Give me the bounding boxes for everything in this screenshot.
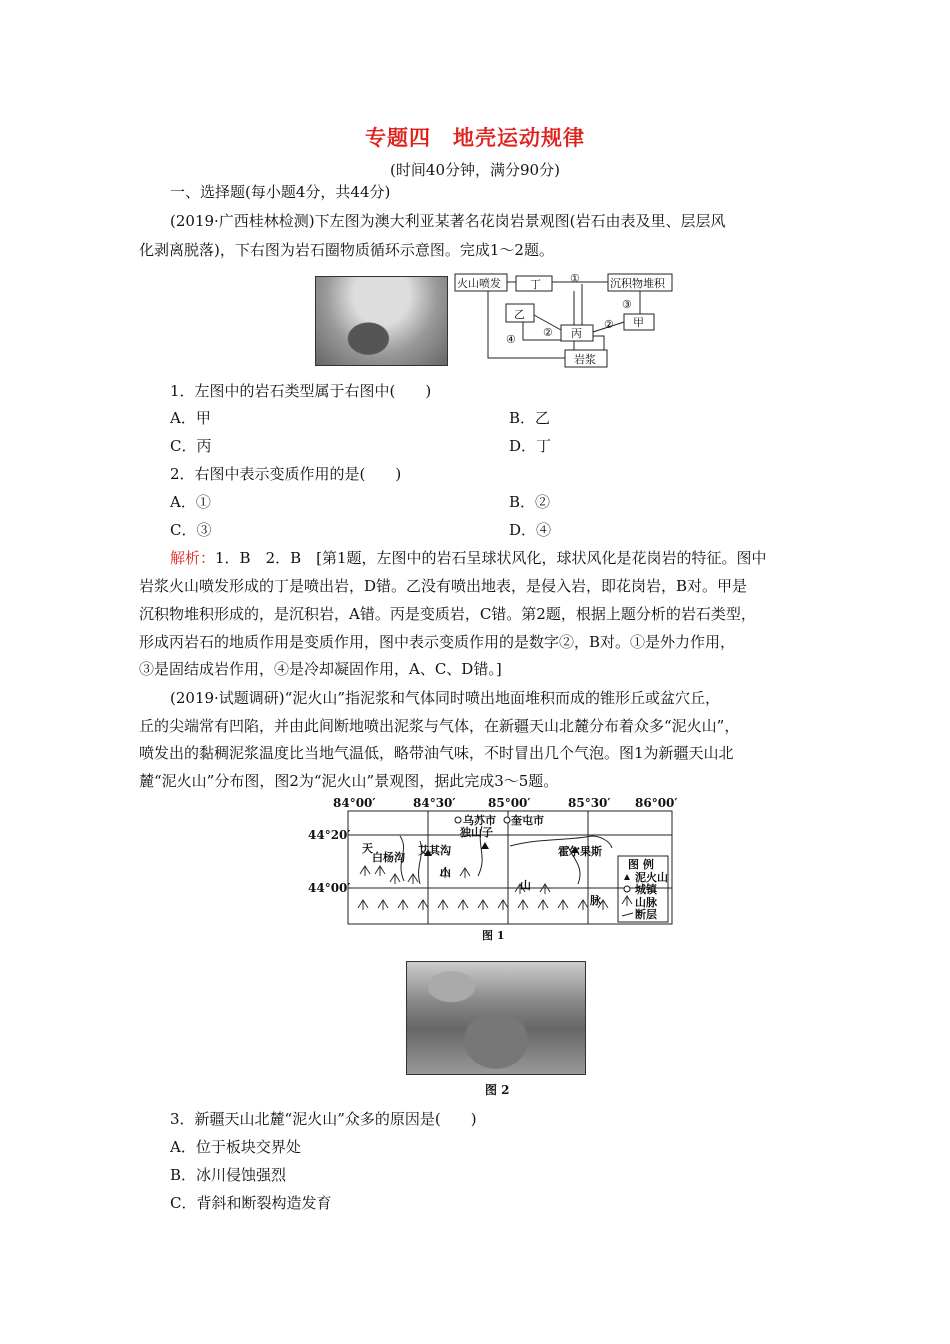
q1-option-a[interactable]: A．甲 [170,409,211,427]
q2-option-c[interactable]: C．③ [170,521,212,539]
num-2b: ② [604,318,614,331]
q3-option-a[interactable]: A．位于板块交界处 [170,1138,301,1156]
mud-volcano-map [300,796,690,946]
q1-option-c[interactable]: C．丙 [170,437,212,455]
lon-86-00: 86°00′ [635,796,678,810]
q2-option-d[interactable]: D．④ [509,521,552,539]
q3-option-b[interactable]: B．冰川侵蚀强烈 [170,1166,287,1184]
legend-mud-symbol [624,874,630,880]
label-volcano: 火山喷发 [457,277,501,290]
lon-84-00: 84°00′ [333,796,376,810]
legend-title: 图 例 [628,858,654,871]
label-huoerguosi: 霍尔果斯 [558,845,602,858]
town-marker [455,817,461,823]
label-jia: 甲 [633,316,644,329]
label-dushanzi: 独山子 [460,826,493,839]
analysis-line2: 岩浆火山喷发形成的丁是喷出岩，D错。乙没有喷出地表，是侵入岩，即花岗岩，B对。甲是 [139,577,748,595]
analysis-text1: 1．B 2．B [第1题，左图中的岩石呈球状风化，球状风化是花岗岩的特征。图中 [215,549,767,567]
intro2-line1: (2019·试题调研)“泥火山”指泥浆和气体同时喷出地面堆积而成的锥形丘或盆穴丘， [170,689,720,707]
q2-option-b[interactable]: B．② [509,493,551,511]
town-marker [504,817,510,823]
label-magma: 岩浆 [574,353,596,366]
mud-volcano-marker [481,842,489,849]
num-1: ① [570,272,580,285]
label-shan2: 山 [520,879,531,892]
lon-85-00: 85°00′ [488,796,531,810]
q1-option-b[interactable]: B．乙 [509,409,551,427]
legend-town: 城镇 [635,883,657,896]
page-title: 专题四 地壳运动规律 [365,125,585,150]
label-mai: 脉 [590,894,601,907]
num-3: ③ [622,298,632,311]
analysis-line1 [170,548,767,568]
rock-cycle-diagram [450,270,680,370]
mud-volcano-photo [406,961,586,1075]
section-heading: 一、选择题(每小题4分，共44分) [170,183,391,201]
q2-stem: 2．右图中表示变质作用的是( ) [170,465,402,483]
lat-44-00: 44°00′ [308,881,351,895]
legend-fault: 断层 [635,908,657,921]
q1-stem: 1．左图中的岩石类型属于右图中( ) [170,382,432,400]
lon-85-30: 85°30′ [568,796,611,810]
q3-option-c[interactable]: C．背斜和断裂构造发育 [170,1194,332,1212]
label-aiqigou: 艾其沟 [418,844,451,857]
map-caption: 图 1 [482,929,505,942]
label-bing: 丙 [571,327,582,340]
label-wusu: 乌苏市 [463,814,496,827]
legend-mountain: 山脉 [635,896,657,909]
label-yi: 乙 [514,308,525,321]
intro1-line2: 化剥离脱落)，下右图为岩石圈物质循环示意图。完成1～2题。 [139,241,554,259]
label-shan1: 山 [440,866,451,879]
legend-town-symbol [624,886,630,892]
label-ding: 丁 [530,278,541,291]
num-4: ④ [506,333,516,346]
q3-stem: 3．新疆天山北麓“泥火山”众多的原因是( ) [170,1110,477,1128]
lon-84-30: 84°30′ [413,796,456,810]
q1-option-d[interactable]: D．丁 [509,437,552,455]
subtitle: (时间40分钟，满分90分) [390,161,560,179]
intro2-line3: 喷发出的黏稠泥浆温度比当地气温低，略带油气味，不时冒出几个气泡。图1为新疆天山北 [139,744,734,762]
analysis-line5: ③是固结成岩作用，④是冷却凝固作用，A、C、D错。] [139,660,502,678]
analysis-line4: 形成丙岩石的地质作用是变质作用，图中表示变质作用的是数字②，B对。①是外力作用， [139,633,736,651]
label-tian: 天 [362,842,373,855]
label-baiyanggou: 白杨沟 [372,851,405,864]
analysis-line3: 沉积物堆积形成的，是沉积岩，A错。丙是变质岩，C错。第2题，根据上题分析的岩石类型， [139,605,756,623]
intro1-line1: (2019·广西桂林检测)下左图为澳大利亚某著名花岗岩景观图(岩石由表及里、层层风 [170,212,726,230]
legend-mud: 泥火山 [635,871,668,884]
fig2-caption: 图 2 [485,1083,510,1097]
intro2-line4: 麓“泥火山”分布图，图2为“泥火山”景观图，据此完成3～5题。 [139,772,559,790]
intro2-line2: 丘的尖端常有凹陷，并由此间断地喷出泥浆与气体，在新疆天山北麓分布着众多“泥火山”， [139,717,740,735]
label-kuitun: 奎屯市 [511,814,544,827]
q2-option-a[interactable]: A．① [170,493,211,511]
num-2a: ② [543,326,553,339]
analysis-label: 解析： [170,549,216,567]
lat-44-20: 44°20′ [308,828,351,842]
granite-landscape-photo [315,276,448,366]
label-sediment: 沉积物堆积 [610,277,665,290]
